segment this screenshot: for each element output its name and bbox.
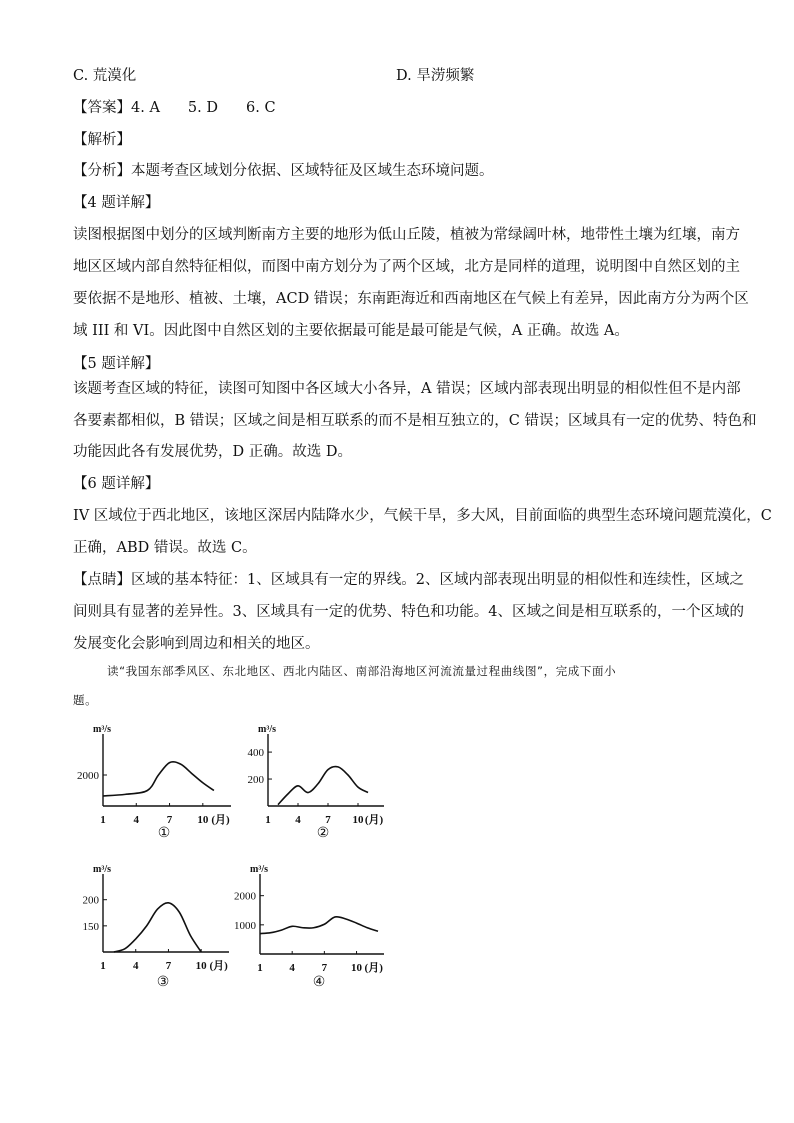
x-axis-label: (月) bbox=[211, 814, 230, 826]
answer-item-4: 4. A bbox=[131, 100, 160, 116]
x-axis-label: (月) bbox=[364, 814, 384, 826]
y-tick-label: 400 bbox=[247, 747, 264, 760]
answer-line bbox=[73, 99, 276, 117]
dianjing-line: 【点睛】区域的基本特征：1、区域具有一定的界线。2、区域内部表现出明显的相似性和连续性，区域之 bbox=[73, 572, 744, 588]
chart-1-svg bbox=[60, 722, 250, 862]
chart-id-label: ① bbox=[157, 826, 171, 841]
y-tick-label: 200 bbox=[82, 894, 99, 907]
q4-line: 地区区域内部自然特征相似，而图中南方划分为了两个区域，北方是同样的道理，说明图中自然区划的主 bbox=[73, 259, 740, 275]
q6-line: 正确，ABD 错误。故选 C。 bbox=[73, 540, 257, 556]
q5-line: 各要素都相似，B 错误；区域之间是相互联系的而不是相互独立的，C 错误；区域具有一定的优势、特色和 bbox=[73, 413, 757, 429]
x-tick-label: 4 bbox=[133, 814, 140, 826]
option-c: C. 荒漠化 bbox=[73, 68, 137, 84]
x-tick-label: 7 bbox=[166, 814, 173, 826]
chart-id-label: ④ bbox=[312, 975, 326, 990]
q5-line: 功能因此各有发展优势，D 正确。故选 D。 bbox=[73, 444, 352, 460]
y-tick-label: 2000 bbox=[77, 770, 99, 782]
y-tick-label: 150 bbox=[82, 920, 99, 933]
y-tick-label: 1000 bbox=[234, 919, 256, 932]
answer-label: 【答案】 bbox=[73, 100, 131, 116]
y-unit-label: m³/s bbox=[93, 724, 111, 735]
chart-2 bbox=[225, 722, 415, 862]
q6-label: 【6 题详解】 bbox=[73, 476, 160, 492]
series-line bbox=[114, 903, 201, 952]
chart-4-svg bbox=[220, 862, 410, 1008]
q5-line: 该题考查区域的特征，读图可知图中各区域大小各异，A 错误；区域内部表现出明显的相似性但不是内部 bbox=[73, 381, 741, 397]
y-unit-label: m³/s bbox=[258, 724, 276, 735]
x-tick-label: 1 bbox=[100, 960, 106, 972]
answer-item-6: 6. C bbox=[246, 100, 276, 116]
x-tick-label: 4 bbox=[289, 962, 295, 974]
x-tick-label: 10 bbox=[195, 960, 207, 972]
dianjing-line: 间则具有显著的差异性。3、区域具有一定的优势、特色和功能。4、区域之间是相互联系的，一个区域的 bbox=[73, 604, 744, 620]
x-tick-label: 7 bbox=[165, 960, 172, 972]
intro-line: 读“我国东部季风区、东北地区、西北内陆区、南部沿海地区河流流量过程曲线图”，完成下面小 bbox=[107, 664, 617, 678]
series-line bbox=[260, 917, 378, 934]
y-tick-label: 2000 bbox=[234, 890, 256, 903]
y-tick-label: 200 bbox=[247, 774, 264, 787]
answer-item-5: 5. D bbox=[187, 100, 218, 116]
chart-1 bbox=[60, 722, 250, 862]
intro-line: 题。 bbox=[73, 693, 98, 707]
dianjing-line: 发展变化会影响到周边和相关的地区。 bbox=[73, 636, 320, 652]
q5-label: 【5 题详解】 bbox=[73, 356, 160, 372]
x-tick-label: 7 bbox=[321, 962, 328, 974]
x-tick-label: 10 bbox=[351, 962, 363, 974]
q6-line: IV 区域位于西北地区，该地区深居内陆降水少，气候干旱，多大风，目前面临的典型生态环境问题荒漠化，C bbox=[73, 508, 772, 524]
x-tick-label: 4 bbox=[132, 960, 139, 972]
chart-2-svg bbox=[225, 722, 415, 862]
x-tick-label: 10 bbox=[197, 814, 209, 826]
chart-4 bbox=[220, 862, 410, 1008]
x-tick-label: 10 bbox=[352, 814, 364, 826]
option-d: D. 旱涝频繁 bbox=[396, 68, 475, 84]
q4-line: 要依据不是地形、植被、土壤，ACD 错误；东南距海近和西南地区在气候上有差异，因此南方分为两个区 bbox=[73, 291, 749, 307]
x-tick-label: 7 bbox=[325, 814, 331, 826]
q4-line: 读图根据图中划分的区域判断南方主要的地形为低山丘陵，植被为常绿阔叶林，地带性土壤为红壤，南方 bbox=[73, 227, 740, 243]
x-tick-label: 1 bbox=[100, 814, 106, 826]
q4-label: 【4 题详解】 bbox=[73, 195, 160, 211]
x-tick-label: 4 bbox=[295, 814, 301, 826]
analysis-label: 【解析】 bbox=[73, 132, 131, 148]
x-tick-label: 1 bbox=[265, 814, 271, 826]
y-unit-label: m³/s bbox=[93, 864, 111, 875]
series-line bbox=[278, 767, 368, 805]
fenxi: 【分析】本题考查区域划分依据、区域特征及区域生态环境问题。 bbox=[73, 163, 494, 179]
y-unit-label: m³/s bbox=[250, 864, 268, 875]
q4-line: 域 III 和 VI。因此图中自然区划的主要依据最可能是最可能是气候，A 正确。故选 A。 bbox=[73, 323, 629, 339]
x-axis-label: (月) bbox=[364, 962, 383, 974]
x-axis-label: (月) bbox=[209, 960, 228, 972]
x-tick-label: 1 bbox=[257, 962, 263, 974]
chart-id-label: ③ bbox=[156, 975, 170, 990]
chart-id-label: ② bbox=[316, 826, 330, 841]
series-line bbox=[103, 762, 214, 796]
